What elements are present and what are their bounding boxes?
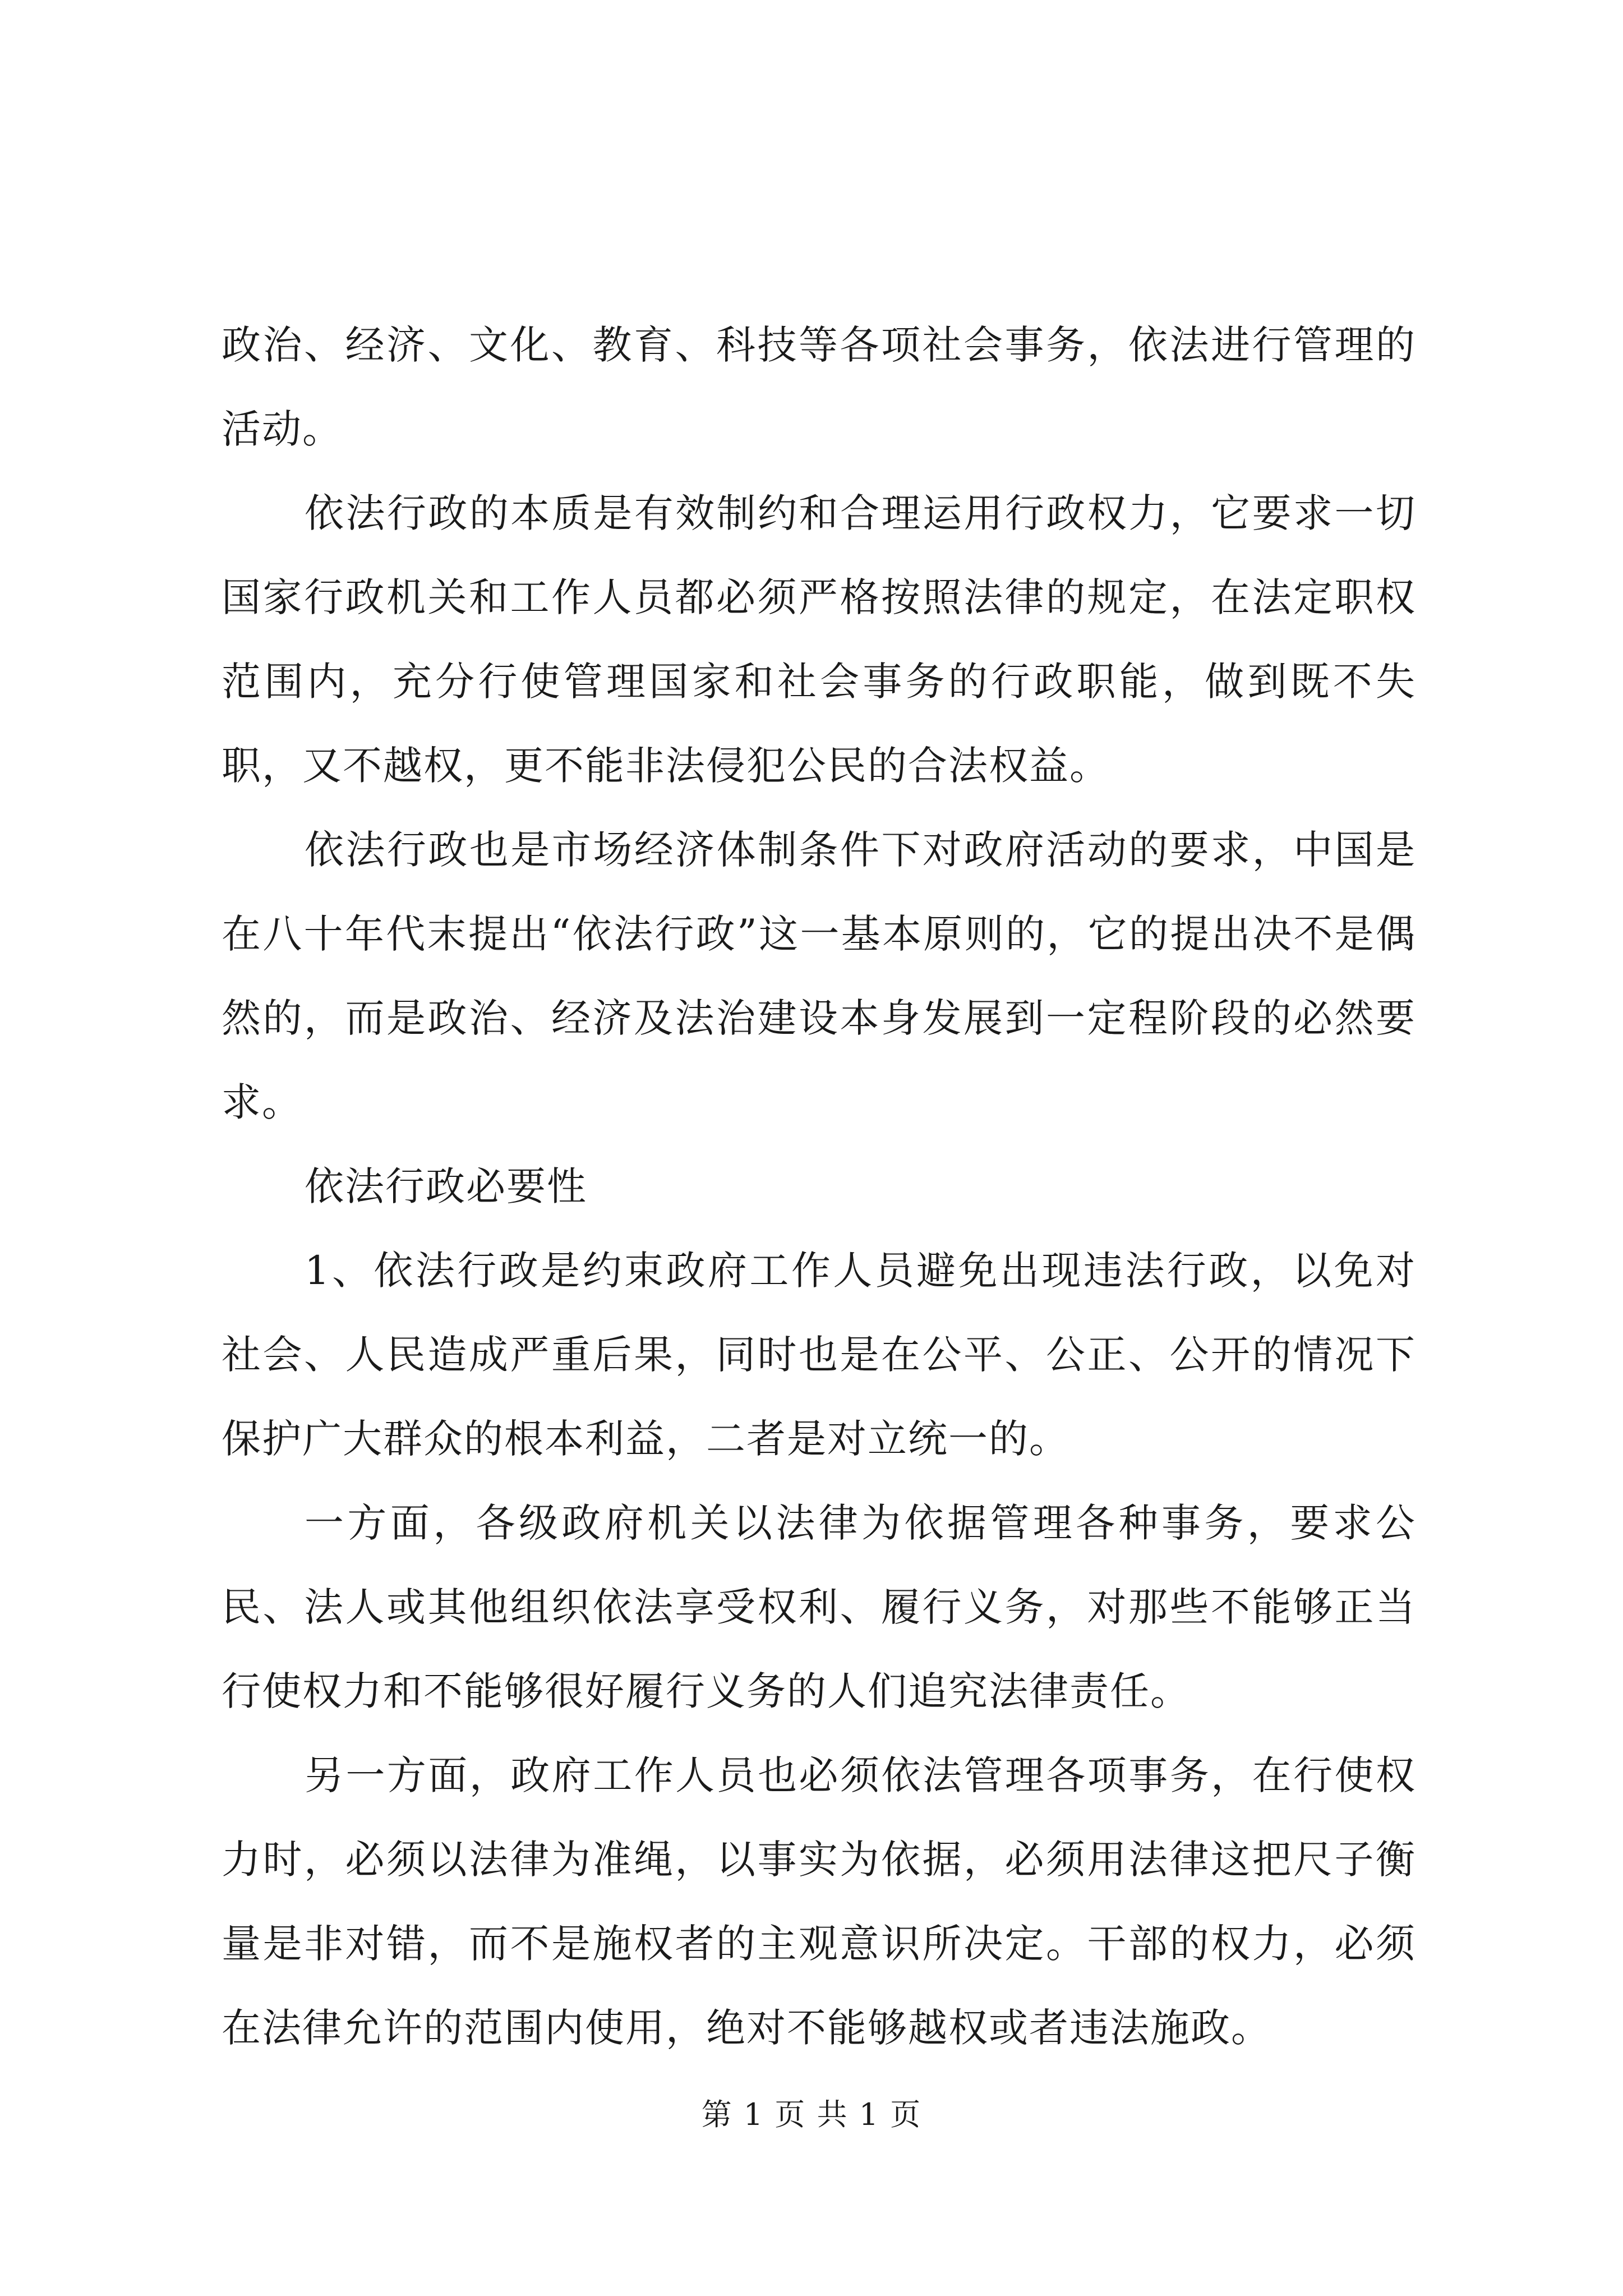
document-body	[222, 303, 1416, 2070]
section-heading: 依法行政必要性	[305, 1163, 587, 1209]
paragraph-6: 另一方面，政府工作人员也必须依法管理各项事务，在行使权力时，必须以法律为准绳，以事实为依据，必须用法律这把尺子衡量是非对错，而不是施权者的主观意识所决定。干部的权力，必须在法律允许的范围内使用，绝对不能够越权或者违法施政。	[222, 1752, 1416, 2051]
paragraph-2: 依法行政的本质是有效制约和合理运用行政权力，它要求一切国家行政机关和工作人员都必须严格按照法律的规定，在法定职权范围内，充分行使管理国家和社会事务的行政职能，做到既不失职，又不越权，更不能非法侵犯公民的合法权益。	[222, 490, 1416, 789]
paragraph-3: 依法行政也是市场经济体制条件下对政府活动的要求，中国是在八十年代末提出“依法行政”这一基本原则的，它的提出决不是偶然的，而是政治、经济及法治建设本身发展到一定程阶段的必然要求。	[222, 827, 1416, 1125]
paragraph-5: 一方面，各级政府机关以法律为依据管理各种事务，要求公民、法人或其他组织依法享受权利、履行义务，对那些不能够正当行使权力和不能够很好履行义务的人们追究法律责任。	[222, 1500, 1416, 1714]
paragraph-4: 1、依法行政是约束政府工作人员避免出现违法行政，以免对社会、人民造成严重后果，同时也是在公平、公正、公开的情况下保护广大群众的根本利益，二者是对立统一的。	[222, 1248, 1416, 1462]
paragraph-1: 政治、经济、文化、教育、科技等各项社会事务，依法进行管理的活动。	[222, 322, 1416, 452]
page-footer: 第 1 页 共 1 页	[701, 2097, 922, 2132]
